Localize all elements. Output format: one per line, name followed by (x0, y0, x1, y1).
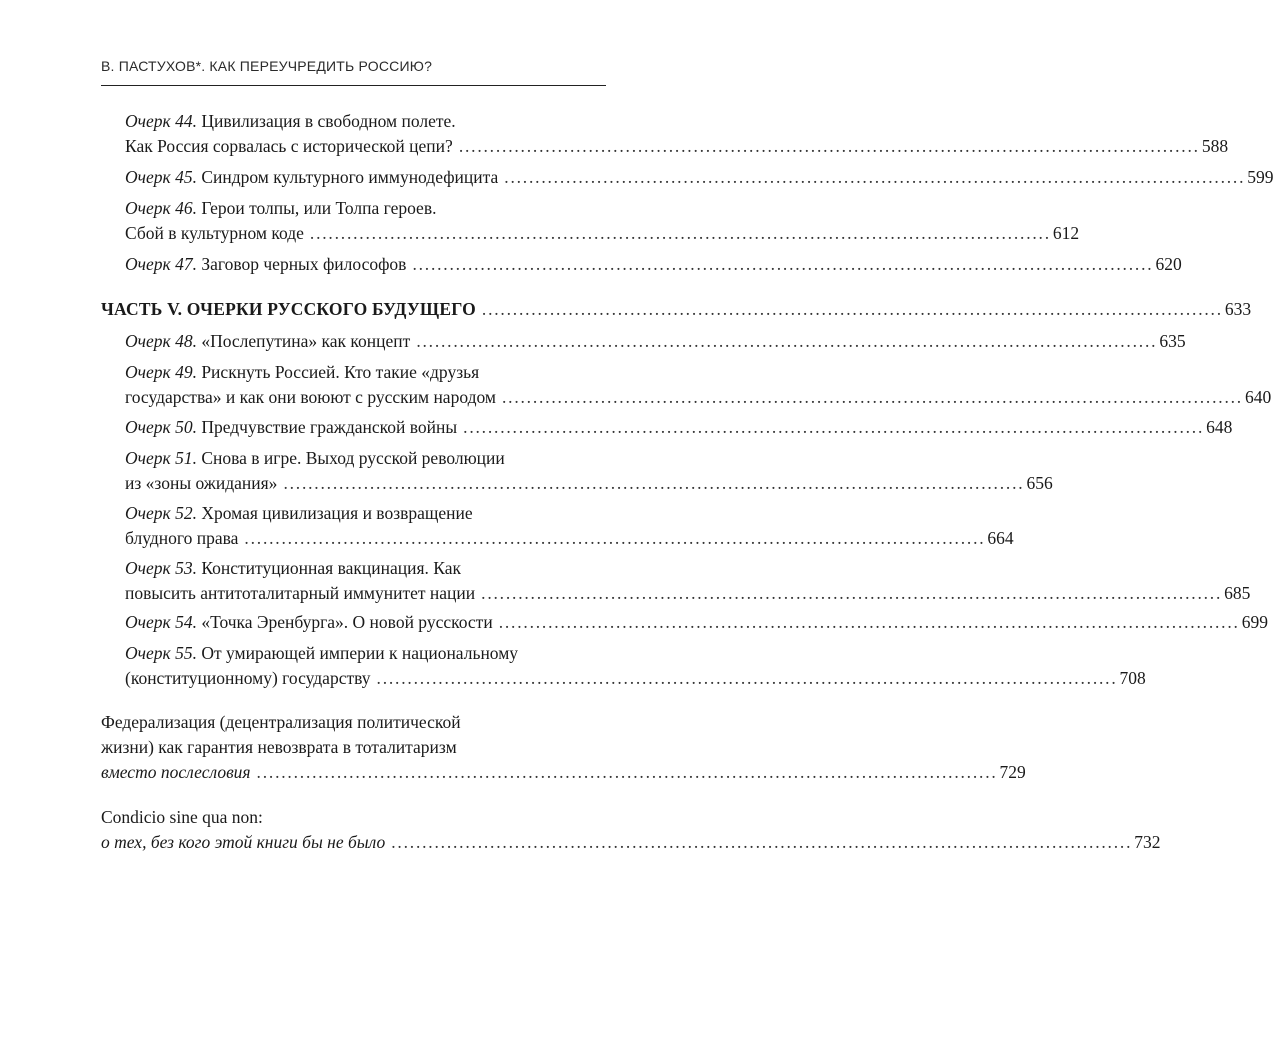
dot-leader: ........................................................................................................................ (481, 299, 1223, 319)
toc-entry[interactable] (125, 556, 1251, 606)
dot-leader: ........................................................................................................................ (416, 331, 1158, 351)
entry-title: Сбой в культурном коде (125, 223, 304, 243)
entry-title-line: Condicio sine qua non: (101, 807, 263, 827)
part-title: ЧАСТЬ V. ОЧЕРКИ РУССКОГО БУДУЩЕГО (101, 299, 476, 319)
essay-label: Очерк 52. (125, 503, 197, 523)
dot-leader: ........................................................................................................................ (244, 528, 986, 548)
entry-title-line: Хромая цивилизация и возвращение (201, 503, 473, 523)
toc-entry[interactable] (125, 329, 1186, 354)
entry-title: Синдром культурного иммунодефицита (201, 167, 499, 187)
entry-title-line: Герои толпы, или Толпа героев. (201, 198, 437, 218)
essay-label: Очерк 51. (125, 448, 197, 468)
dot-leader: ........................................................................................................................ (391, 832, 1133, 852)
toc-entry[interactable] (125, 415, 1233, 440)
page-number: 732 (1134, 832, 1161, 852)
dot-leader: ........................................................................................................................ (481, 583, 1223, 603)
entry-subtitle: вместо послесловия (101, 762, 251, 782)
page-number: 633 (1224, 299, 1252, 319)
toc-entry[interactable] (125, 109, 1229, 159)
running-header: В. ПАСТУХОВ*. КАК ПЕРЕУЧРЕДИТЬ РОССИЮ? (101, 58, 433, 74)
entry-title: (конституционному) государству (125, 668, 371, 688)
page-number: 620 (1155, 254, 1182, 274)
toc-entry-afterword[interactable] (101, 710, 1026, 785)
page-number: 656 (1026, 473, 1053, 493)
toc-entry[interactable] (125, 446, 1053, 496)
dot-leader: ........................................................................................................................ (309, 223, 1051, 243)
toc-entry[interactable] (125, 641, 1146, 691)
header-rule (101, 85, 606, 86)
essay-label: Очерк 53. (125, 558, 197, 578)
dot-leader: ........................................................................................................................ (463, 417, 1205, 437)
toc-entry[interactable] (125, 360, 1272, 410)
page-number: 699 (1241, 612, 1268, 632)
dot-leader: ........................................................................................................................ (376, 668, 1118, 688)
dot-leader: ........................................................................................................................ (458, 136, 1200, 156)
dot-leader: ........................................................................................................................ (501, 387, 1243, 407)
entry-title: государства» и как они воюют с русским народом (125, 387, 496, 407)
dot-leader: ........................................................................................................................ (498, 612, 1240, 632)
page-number: 708 (1119, 668, 1146, 688)
entry-subtitle: о тех, без кого этой книги бы не было (101, 832, 386, 852)
page-number: 588 (1201, 136, 1229, 156)
dot-leader: ........................................................................................................................ (504, 167, 1246, 187)
toc-entry-acknowledgements[interactable] (101, 805, 1161, 855)
page-number: 635 (1159, 331, 1186, 351)
toc-entry[interactable] (125, 610, 1268, 635)
essay-label: Очерк 54. (125, 612, 197, 632)
essay-label: Очерк 48. (125, 331, 197, 351)
page-number: 612 (1052, 223, 1080, 243)
entry-title: «Точка Эренбурга». О новой русскости (201, 612, 493, 632)
essay-label: Очерк 44. (125, 111, 197, 131)
entry-title-line: Снова в игре. Выход русской революции (201, 448, 505, 468)
entry-title: Предчувствие гражданской войны (201, 417, 458, 437)
essay-label: Очерк 46. (125, 198, 197, 218)
entry-title: «Послепутина» как концепт (201, 331, 411, 351)
entry-title: блудного права (125, 528, 239, 548)
page-number: 729 (999, 762, 1026, 782)
page-number: 648 (1206, 417, 1233, 437)
toc-entry[interactable] (125, 196, 1080, 246)
toc-entry[interactable] (125, 501, 1014, 551)
essay-label: Очерк 45. (125, 167, 197, 187)
page-number: 685 (1224, 583, 1251, 603)
page-number: 640 (1244, 387, 1272, 407)
entry-title: Как Россия сорвалась с исторической цепи? (125, 136, 453, 156)
toc-part-heading[interactable] (101, 297, 1252, 322)
entry-title: Заговор черных философов (201, 254, 407, 274)
dot-leader: ........................................................................................................................ (412, 254, 1154, 274)
entry-title-line: Цивилизация в свободном полете. (201, 111, 456, 131)
toc-entry[interactable] (125, 252, 1182, 277)
entry-title: из «зоны ожидания» (125, 473, 278, 493)
essay-label: Очерк 47. (125, 254, 197, 274)
page-number: 664 (987, 528, 1014, 548)
entry-title: повысить антитоталитарный иммунитет нации (125, 583, 476, 603)
dot-leader: ........................................................................................................................ (283, 473, 1025, 493)
toc-entry[interactable] (125, 165, 1274, 190)
dot-leader: ........................................................................................................................ (256, 762, 998, 782)
entry-title-line: жизни) как гарантия невозврата в тоталитаризм (101, 737, 457, 757)
essay-label: Очерк 49. (125, 362, 197, 382)
entry-title-line: Конституционная вакцинация. Как (201, 558, 461, 578)
entry-title-line: Федерализация (децентрализация политической (101, 712, 461, 732)
essay-label: Очерк 50. (125, 417, 197, 437)
page-number: 599 (1247, 167, 1274, 187)
entry-title-line: Рискнуть Россией. Кто такие «друзья (201, 362, 480, 382)
entry-title-line: От умирающей империи к национальному (201, 643, 519, 663)
essay-label: Очерк 55. (125, 643, 197, 663)
